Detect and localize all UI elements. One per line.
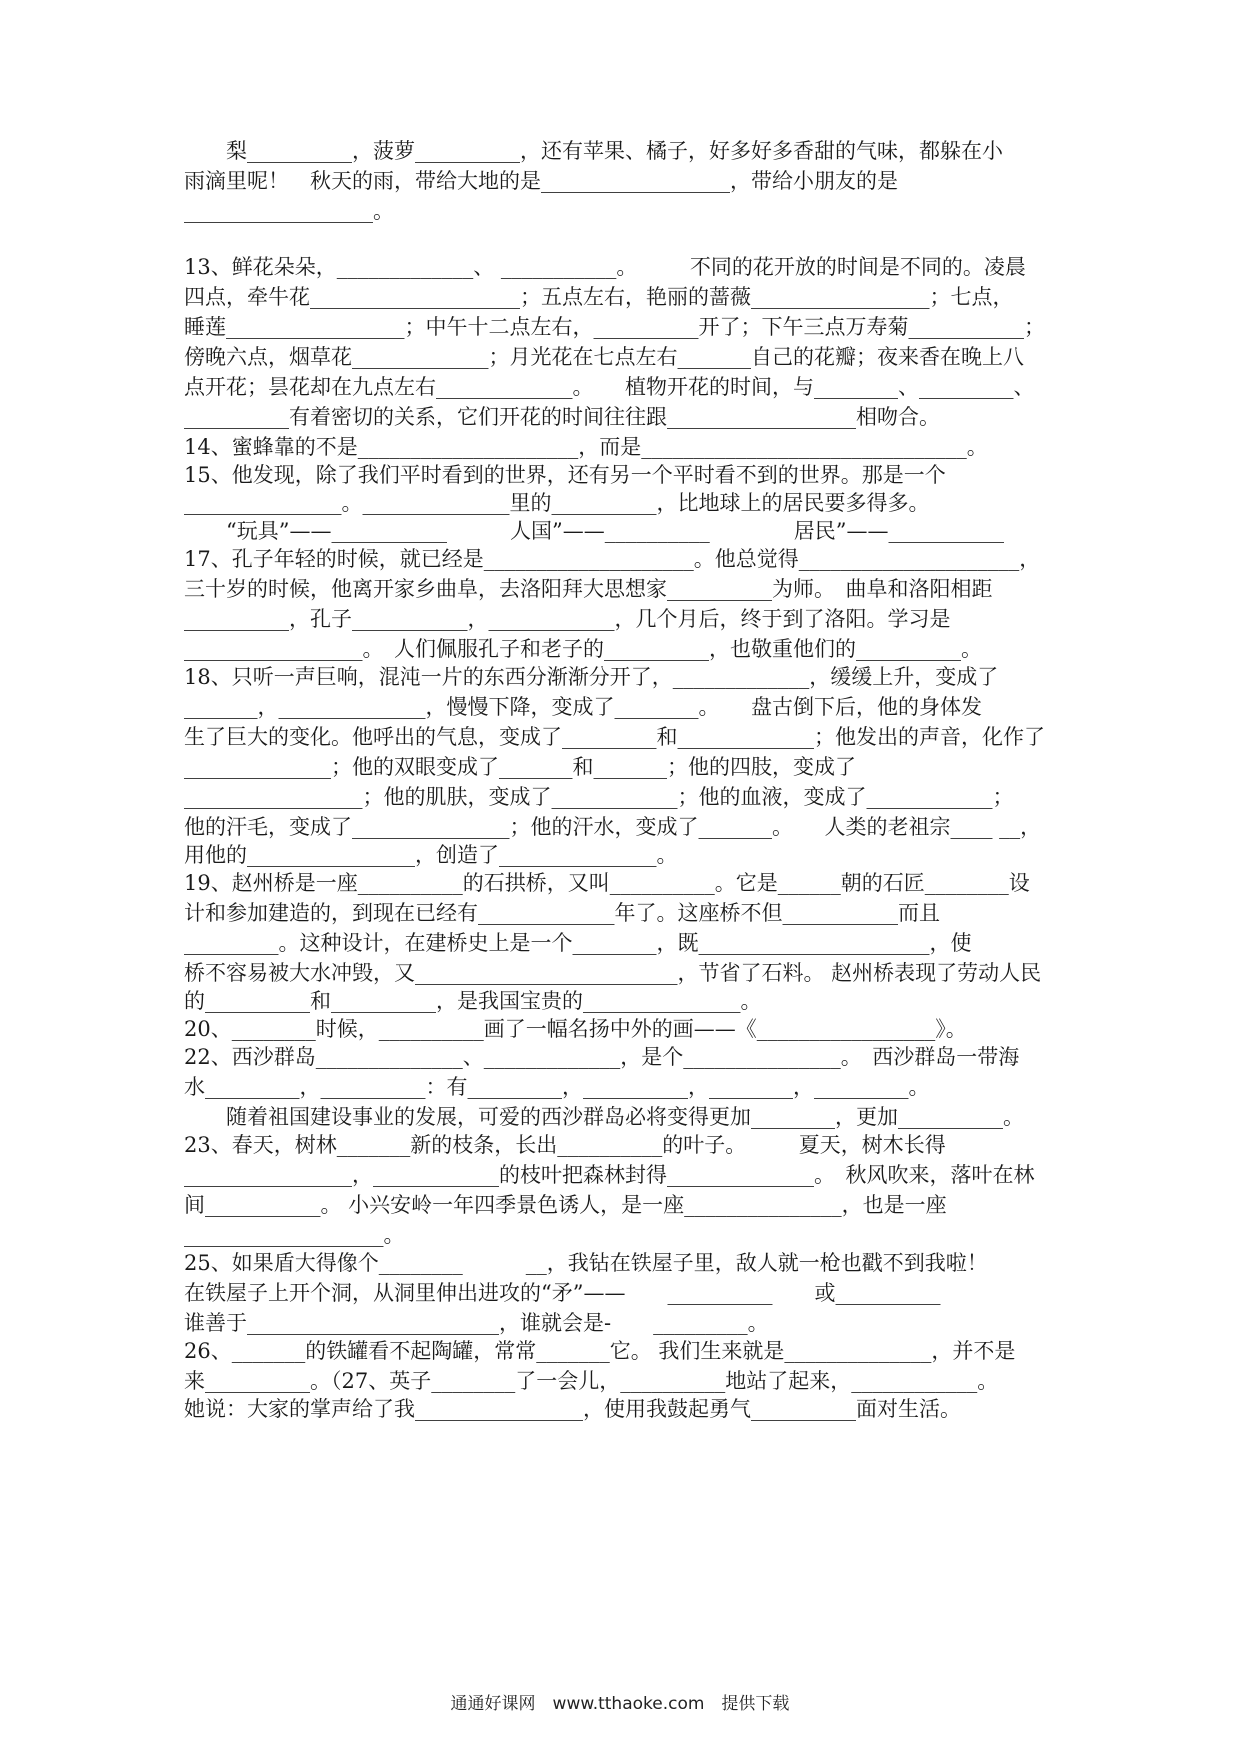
- question-23-line-1: 23、春天，树林_______新的枝条，长出__________的叶子。 夏天，树木长得: [184, 1133, 946, 1157]
- question-13-line-1: 13、鲜花朵朵，_____________、 ___________。 不同的花开放的时间是不同的。凌晨: [184, 255, 1026, 279]
- question-27-line: 她说：大家的掌声给了我________________，使用我鼓起勇气__________面对生活。: [184, 1397, 961, 1421]
- question-13-line-2: 四点，牵牛花____________________；五点左右，艳丽的蔷薇_________________；七点，: [184, 285, 1014, 309]
- question-18-line-4: ______________；他的双眼变成了_______和_______；他的四肢，变成了: [184, 755, 856, 779]
- question-17-line-3: __________，孔子___________，____________，几个月后，终于到了洛阳。学习是: [184, 607, 951, 631]
- question-14-line: 14、蜜蜂靠的不是_____________________，而是_______________________________。: [184, 435, 988, 459]
- question-13-line-4: 傍晚六点，烟草花_____________；月光花在七点左右_______自己的花瓣；夜来香在晚上八: [184, 345, 1024, 369]
- question-18-line-5: _________________；他的肌肤，变成了____________；他的血液，变成了____________；: [184, 785, 1014, 809]
- question-18-line-1: 18、只听一声巨响，混沌一片的东西分渐渐分开了，_____________，缓缓上升，变成了: [184, 665, 999, 689]
- question-25-line-3: 谁善于________________________，谁就会是- _________。: [184, 1311, 769, 1335]
- question-23-line-4: ___________________。: [184, 1223, 405, 1247]
- question-15-line-3: “玩具”——___________ 人国”——__________ 居民”——___________: [184, 519, 1004, 543]
- text-line-3: __________________。: [184, 199, 394, 223]
- question-18-line-7: 用他的________________，创造了_______________。: [184, 843, 678, 867]
- question-25-line-1: 25、如果盾大得像个________ __，我钻在铁屋子里，敌人就一枪也戳不到我啦！: [184, 1251, 988, 1275]
- question-19-line-1: 19、赵州桥是一座__________的石拱桥，又叫__________。它是______朝的石匠________设: [184, 871, 1030, 895]
- question-22-line-2: 水_________，__________：有_________，__________，________，_________。: [184, 1075, 930, 1099]
- question-15-line-2: _______________。______________里的__________，比地球上的居民要多得多。: [184, 491, 930, 515]
- question-18-line-6: 他的汗毛，变成了_______________；他的汗水，变成了_______。 人类的老祖宗____ __，: [184, 815, 1042, 839]
- question-23-line-2: ________________，____________的枝叶把森林封得______________。 秋风吹来，落叶在林: [184, 1163, 1035, 1187]
- text-line-2: 雨滴里呢！ 秋天的雨，带给大地的是__________________，带给小朋友的是: [184, 169, 898, 193]
- page-footer: 通通好课网 www.tthaoke.com 提供下载: [450, 1694, 790, 1714]
- question-17-line-4: _________________。 人们佩服孔子和老子的__________，也敬重他们的__________。: [184, 637, 982, 661]
- question-22-line-1: 22、西沙群岛______________、_____________，是个_______________。 西沙群岛一带海: [184, 1045, 1020, 1069]
- question-19-line-2: 计和参加建造的，到现在已经有_____________年了。这座桥不但___________而且: [184, 901, 940, 925]
- question-13-line-6: __________有着密切的关系，它们开花的时间往往跟__________________相吻合。: [184, 405, 940, 429]
- question-15-line-1: 15、他发现，除了我们平时看到的世界，还有另一个平时看不到的世界。那是一个: [184, 463, 946, 487]
- question-19-line-3: _________。这种设计，在建桥史上是一个________，既______________________，使: [184, 931, 972, 955]
- question-23-line-3: 间___________。 小兴安岭一年四季景色诱人，是一座_______________，也是一座: [184, 1193, 947, 1217]
- question-18-line-2: _______，______________，慢慢下降，变成了________。 盘古倒下后，他的身体发: [184, 695, 982, 719]
- question-19-line-5: 的__________和__________，是我国宝贵的_______________。: [184, 989, 762, 1013]
- question-25-line-2: 在铁屋子上开个洞，从洞里伸出进攻的“矛”—— __________ 或__________: [184, 1281, 941, 1305]
- question-19-line-4: 桥不容易被大水冲毁，又_________________________，节省了石料。 赵州桥表现了劳动人民: [184, 961, 1042, 985]
- question-13-line-5: 点开花；昙花却在九点左右_____________。 植物开花的时间，与________、_________、: [184, 375, 1035, 399]
- question-26-line-2: 来__________。（27、英子________了一会儿，__________地站了起来，____________。: [184, 1369, 999, 1393]
- question-18-line-3: 生了巨大的变化。他呼出的气息，变成了_________和_____________；他发出的声音，化作了: [184, 725, 1045, 749]
- question-17-line-1: 17、孔子年轻的时候，就已经是____________________。他总觉得_____________________，: [184, 547, 1041, 571]
- question-13-line-3: 睡莲_________________；中午十二点左右，__________开了；下午三点万寿菊___________；: [184, 315, 1045, 339]
- question-26-line-1: 26、_______的铁罐看不起陶罐，常常_______它。 我们生来就是______________，并不是: [184, 1339, 1016, 1363]
- question-20-line: 20、________时候，__________画了一幅名扬中外的画——《_________________》。: [184, 1017, 967, 1041]
- question-17-line-2: 三十岁的时候，他离开家乡曲阜，去洛阳拜大思想家__________为师。 曲阜和洛阳相距: [184, 577, 993, 601]
- text-line-1: 梨__________，菠萝__________，还有苹果、橘子，好多好多香甜的气味，都躲在小: [184, 139, 1003, 163]
- question-22-line-3: 随着祖国建设事业的发展，可爱的西沙群岛必将变得更加________，更加__________。: [184, 1105, 1024, 1129]
